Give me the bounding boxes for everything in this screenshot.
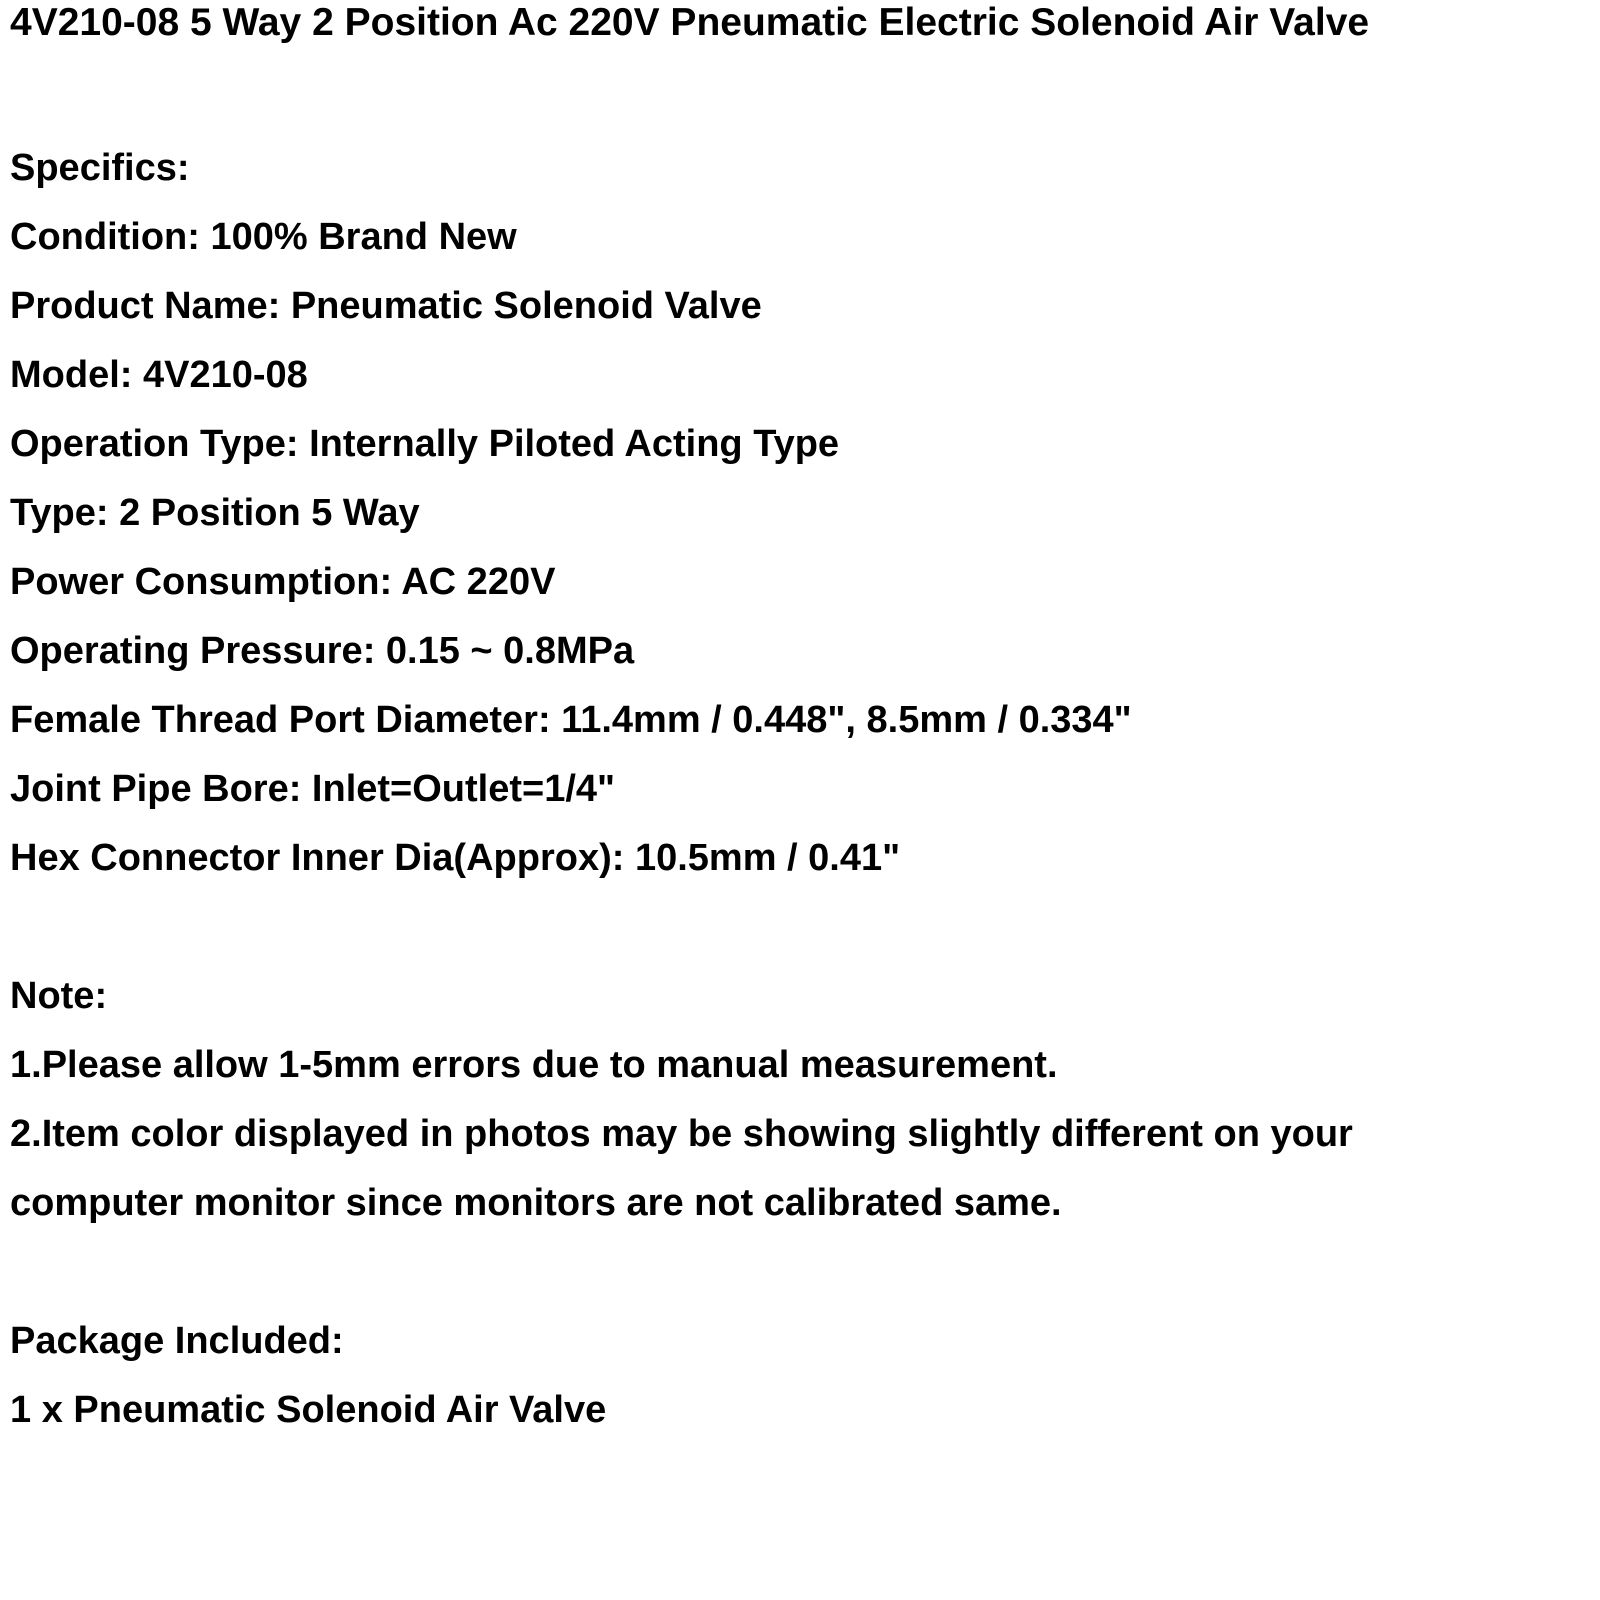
note-heading: Note: bbox=[10, 975, 108, 1017]
package-item: 1 x Pneumatic Solenoid Air Valve bbox=[10, 1389, 607, 1431]
spec-hex-connector-inner-dia: Hex Connector Inner Dia(Approx): 10.5mm / 0.41" bbox=[10, 837, 901, 879]
note-line: 2.Item color displayed in photos may be showing slightly different on your bbox=[10, 1113, 1353, 1155]
spec-joint-pipe-bore: Joint Pipe Bore: Inlet=Outlet=1/4" bbox=[10, 768, 616, 810]
page-title: 4V210-08 5 Way 2 Position Ac 220V Pneumatic Electric Solenoid Air Valve bbox=[10, 1, 1370, 44]
note-line: 1.Please allow 1-5mm errors due to manual measurement. bbox=[10, 1044, 1058, 1086]
spec-operating-pressure: Operating Pressure: 0.15 ~ 0.8MPa bbox=[10, 630, 635, 672]
package-heading: Package Included: bbox=[10, 1320, 344, 1362]
spec-thread-port-diameter: Female Thread Port Diameter: 11.4mm / 0.448", 8.5mm / 0.334" bbox=[10, 699, 1132, 741]
note-line: computer monitor since monitors are not calibrated same. bbox=[10, 1182, 1062, 1224]
spec-operation-type: Operation Type: Internally Piloted Acting Type bbox=[10, 423, 840, 465]
spec-type: Type: 2 Position 5 Way bbox=[10, 492, 420, 534]
spec-condition: Condition: 100% Brand New bbox=[10, 216, 517, 258]
specifics-heading: Specifics: bbox=[10, 147, 190, 189]
spec-model: Model: 4V210-08 bbox=[10, 354, 308, 396]
spec-power-consumption: Power Consumption: AC 220V bbox=[10, 561, 556, 603]
spec-product-name: Product Name: Pneumatic Solenoid Valve bbox=[10, 285, 762, 327]
